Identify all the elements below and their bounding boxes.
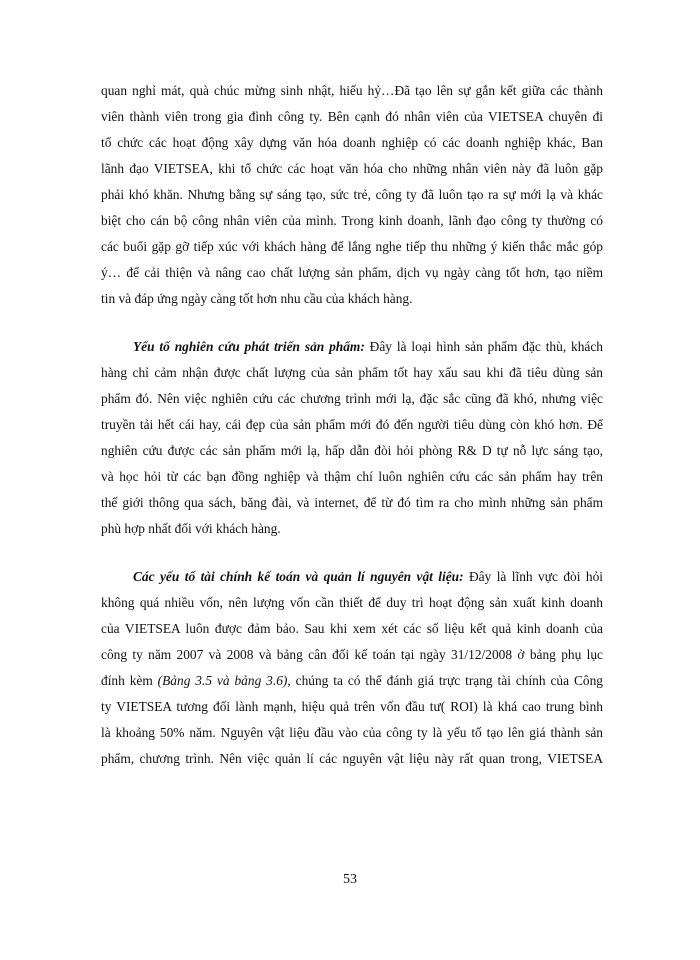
body-text: đính kèm: [101, 673, 158, 688]
table-reference: (Bảng 3.5 và bảng 3.6): [157, 673, 288, 688]
body-line: của VIETSEA luôn được đảm bảo. Sau khi xem xét các số liệu kết quả kinh doanh của: [101, 621, 603, 636]
page-number: 53: [343, 872, 357, 887]
body-line-with-reference: [101, 668, 603, 694]
body-line: truyền tải hết cái hay, cái đẹp của sản phẩm mới đó đến người tiêu dùng còn khó hơn. Để: [101, 417, 603, 432]
body-line: ý… để cải thiện và nâng cao chất lượng sản phẩm, dịch vụ ngày càng tốt hơn, tạo niềm: [101, 265, 603, 280]
body-line: ty VIETSEA tương đối lành mạnh, hiệu quả trên vốn đầu tư( ROI) là khá cao trung bình: [101, 699, 603, 714]
body-line: các buổi gặp gỡ tiếp xúc với khách hàng để lắng nghe tiếp thu những ý kiến thắc mắc góp: [101, 239, 603, 254]
paragraph-first-line: [133, 334, 603, 360]
paragraph-first-line: [133, 564, 603, 590]
section-heading: Yếu tố nghiên cứu phát triển sản phẩm:: [133, 339, 365, 354]
body-line: không quá nhiều vốn, nên lượng vốn cần thiết để duy trì hoạt động sản xuất kinh doanh: [101, 595, 603, 610]
section-heading: Các yếu tố tài chính kế toán và quản lí nguyên vật liệu:: [133, 569, 464, 584]
body-line: và học hỏi từ các bạn đồng nghiệp và thậm chí luôn nghiên cứu các sản phẩm hay trên: [101, 469, 603, 484]
body-text: Đây là lĩnh vực đòi hỏi: [463, 569, 603, 584]
body-line: viên thành viên trong gia đình công ty. Bên cạnh đó nhân viên của VIETSEA chuyên đi: [101, 109, 603, 124]
body-text: Đây là loại hình sản phẩm đặc thù, khách: [364, 339, 603, 354]
body-line: lãnh đạo VIETSEA, khi tổ chức các hoạt văn hóa cho những nhân viên này đã luôn gặp: [101, 161, 603, 176]
body-line: công ty năm 2007 và 2008 và bảng cân đối kế toán tại ngày 31/12/2008 ở bảng phụ lục: [101, 647, 603, 662]
body-line: là khoảng 50% năm. Nguyên vật liệu đầu vào của công ty là yếu tố tạo lên giá thành sản: [101, 725, 603, 740]
body-line: tổ chức các hoạt động xây dựng văn hóa doanh nghiệp có các doanh nghiệp khác, Ban: [101, 135, 603, 150]
body-line: nghiên cứu được các sản phẩm mới lạ, hấp dẫn đòi hỏi phòng R& D tự nỗ lực sáng tạo,: [101, 443, 603, 458]
body-line: phải khó khăn. Nhưng bằng sự sáng tạo, sức trẻ, công ty đã luôn tạo ra sự mới lạ và khác: [101, 187, 603, 202]
body-line: hàng chỉ cảm nhận được chất lượng của sản phẩm tốt hay xấu sau khi đã tiêu dùng sản: [101, 365, 603, 380]
body-line: phẩm đó. Nên việc nghiên cứu các chương trình mới lạ, đặc sắc cũng đã khó, nhưng việc: [101, 391, 603, 406]
body-line: biệt cho cán bộ công nhân viên của mình. Trong kinh doanh, lãnh đạo công ty thường có: [101, 213, 603, 228]
body-line: phù hợp nhất đối với khách hàng.: [101, 521, 281, 536]
body-text: , chúng ta có thể đánh giá trực trạng tài chính của Công: [287, 673, 603, 688]
body-line: thế giới thông qua sách, băng đài, và internet, để từ đó tìm ra cho mình những sản phẩm: [101, 495, 603, 510]
body-line: tin và đáp ứng ngày càng tốt hơn nhu cầu của khách hàng.: [101, 291, 413, 306]
body-line: phẩm, chương trình. Nên việc quản lí các nguyên vật liệu này rất quan trong, VIETSEA: [101, 751, 603, 766]
body-line: quan nghỉ mát, quà chúc mừng sinh nhật, hiếu hỷ…Đã tạo lên sự gắn kết giữa các thành: [101, 83, 603, 98]
